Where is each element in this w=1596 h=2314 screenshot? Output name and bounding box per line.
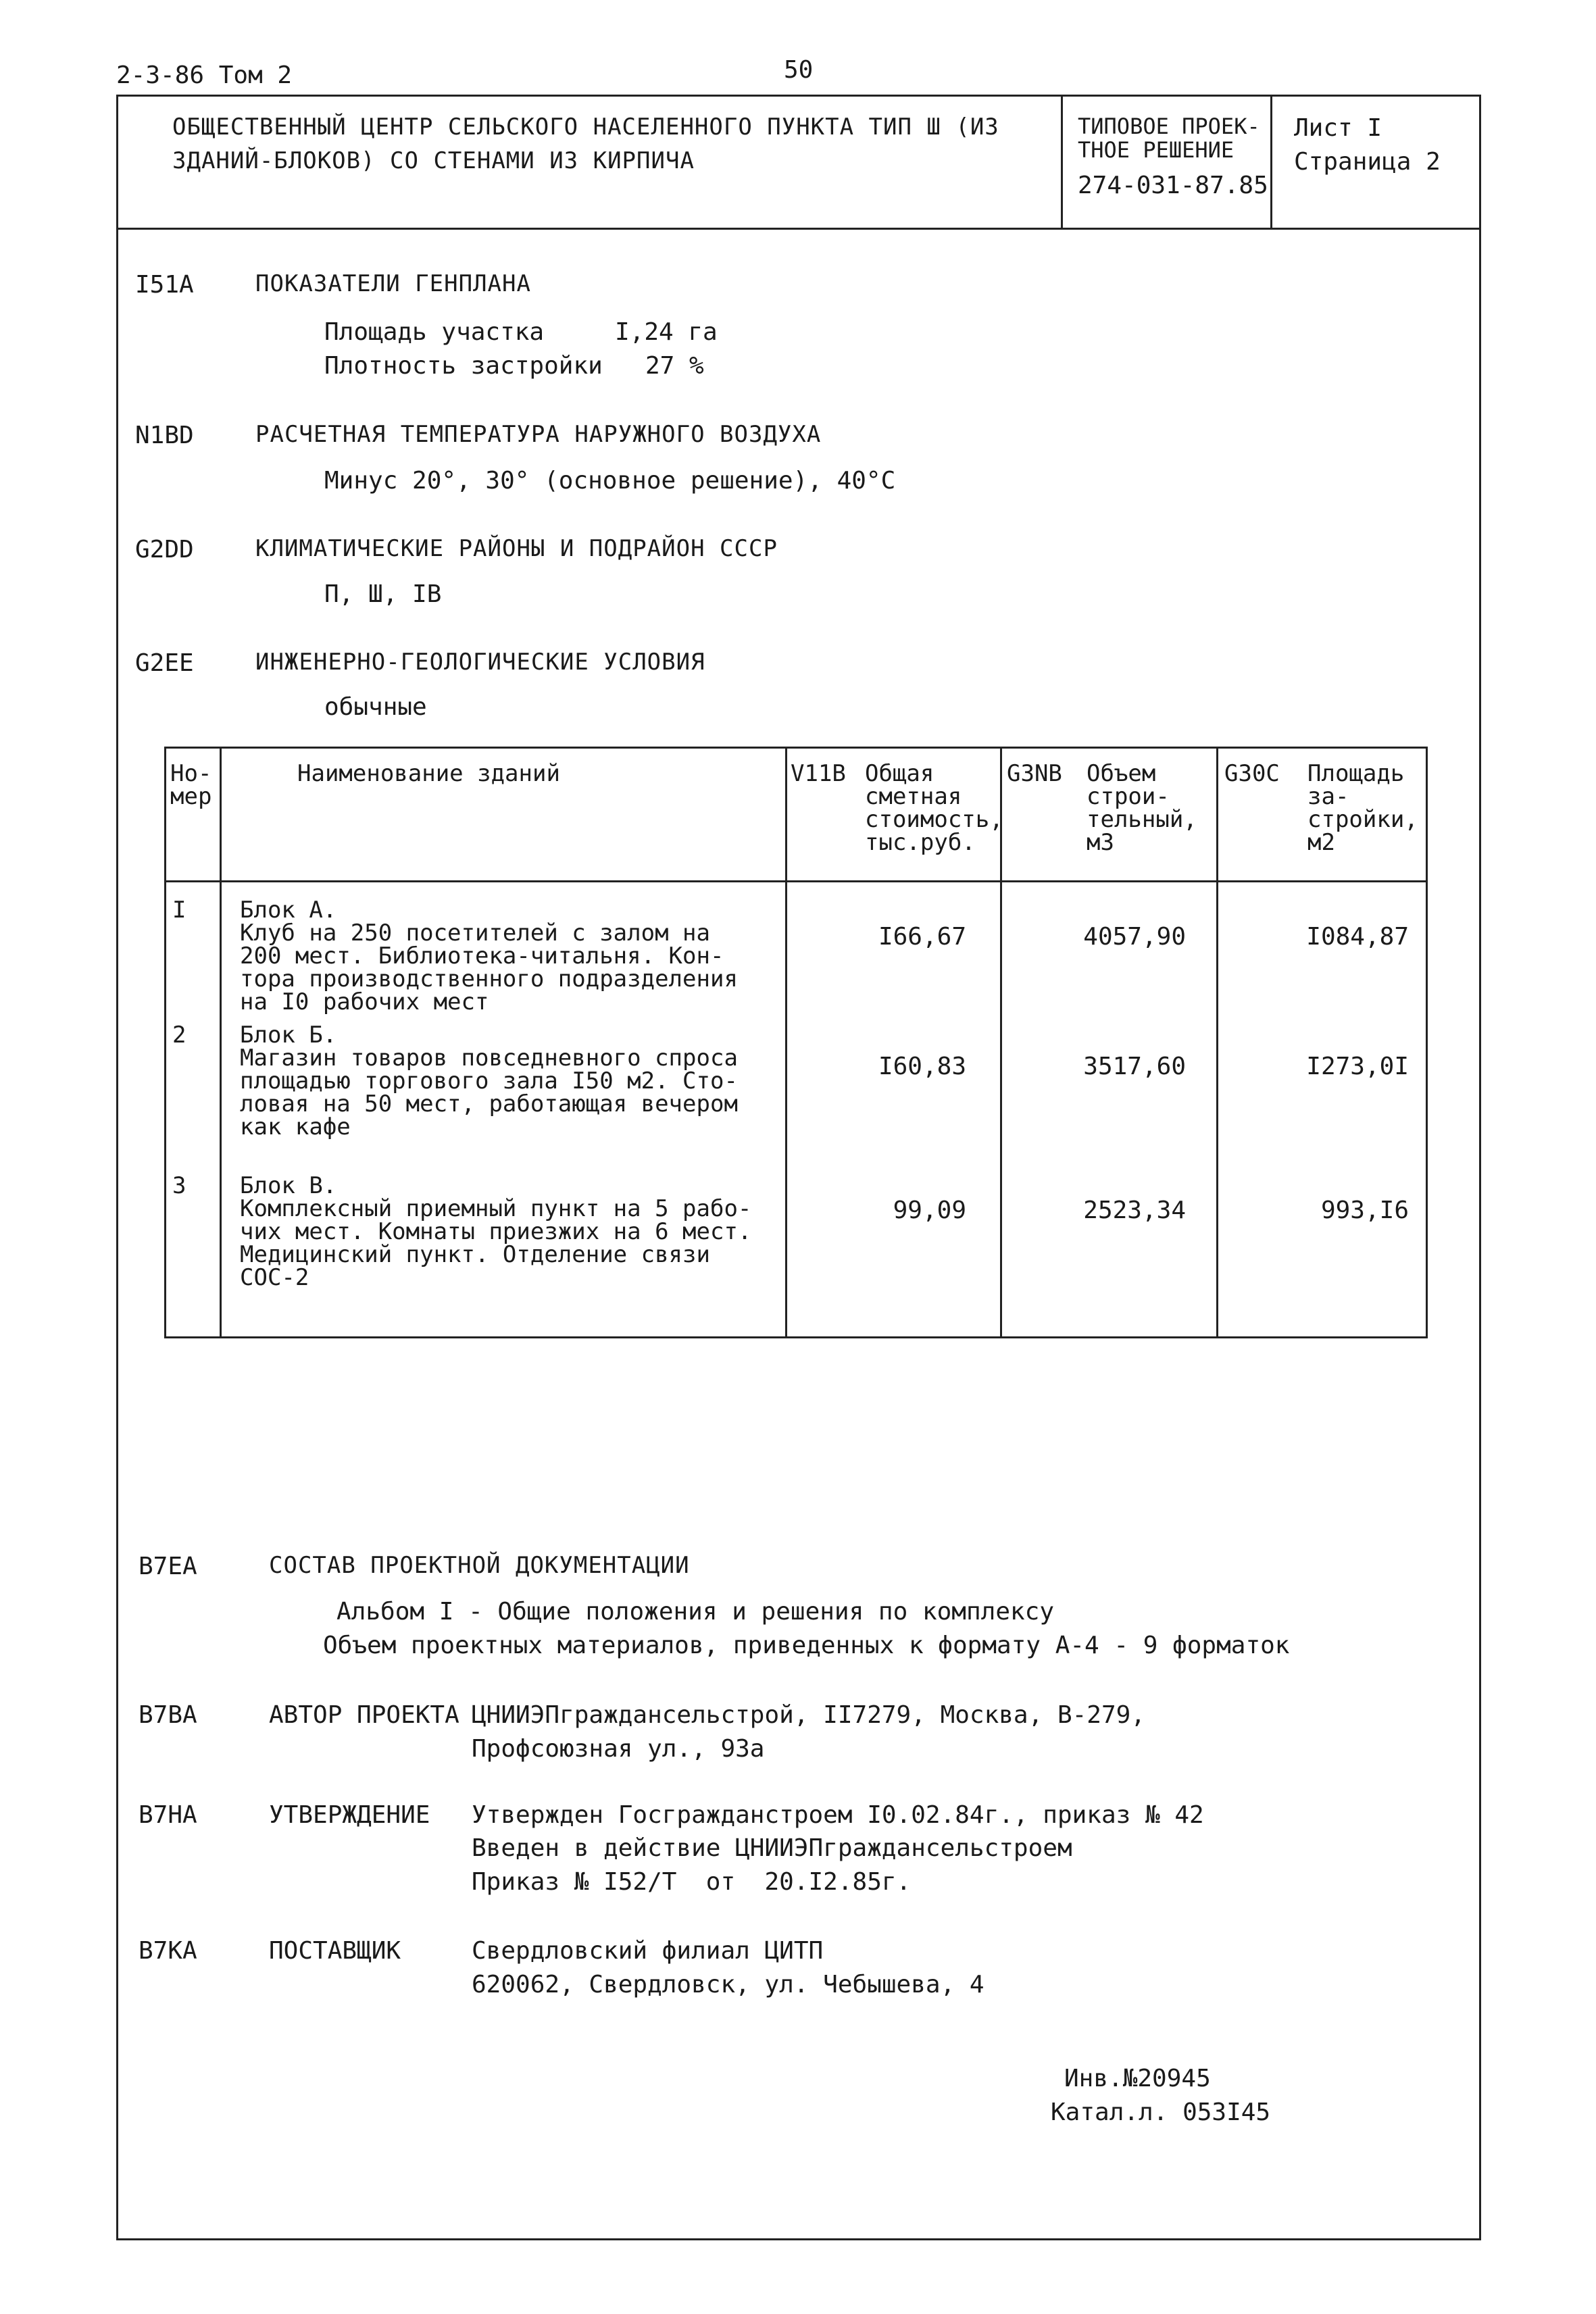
table-bottom-border (164, 1336, 1428, 1338)
col-header-area: Площадь за- стройки, м2 (1307, 760, 1418, 856)
header-type-line1: ТИПОВОЕ ПРОЕК- (1078, 114, 1260, 139)
col-header-area-code: G30C (1224, 760, 1280, 787)
table-row-num: 2 (172, 1022, 186, 1049)
approval-line3: Приказ № I52/Т от 20.I2.85г. (472, 1868, 912, 1896)
catalog-number: Катал.л. 053I45 (1051, 2098, 1271, 2126)
table-top-border (164, 747, 1428, 749)
header-divider-v2 (1270, 95, 1272, 228)
temperature-value: Минус 20°, 30° (основное решение), 40°С (324, 467, 896, 495)
climate-title: КЛИМАТИЧЕСКИЕ РАЙОНЫ И ПОДРАЙОН СССР (255, 535, 778, 562)
table-col-line (164, 747, 166, 1338)
author-line1: ЦНИИЭПграждансельстрой, II7279, Москва, В-279, (472, 1701, 1145, 1729)
table-row-name: Блок Б. Магазин товаров повседневного спроса площадью торгового зала I50 м2. Сто- ловая на 50 мест, работающая вечером как кафе (240, 1022, 738, 1140)
table-row-name: Блок А. Клуб на 250 посетителей с залом на 200 мест. Библиотека-читальня. Кон- тора производственного подразделения на I0 рабочих мест (240, 897, 738, 1015)
header-title-line2: ЗДАНИЙ-БЛОКОВ) СО СТЕНАМИ ИЗ КИРПИЧА (172, 147, 695, 174)
col-header-volume-code: G3NB (1007, 760, 1062, 787)
page-frame (116, 95, 1481, 2240)
approval-line1: Утвержден Госгражданстроем I0.02.84г., приказ № 42 (472, 1801, 1204, 1829)
page-number: 50 (784, 56, 814, 84)
header-divider-v1 (1061, 95, 1063, 228)
supplier-label: ПОСТАВЩИК (269, 1937, 401, 1965)
table-row-cost: I60,83 (878, 1053, 966, 1080)
temperature-title: РАСЧЕТНАЯ ТЕМПЕРАТУРА НАРУЖНОГО ВОЗДУХА (255, 421, 822, 448)
author-code: B7BA (139, 1701, 197, 1729)
table-row-num: I (172, 897, 186, 924)
table-row-cost: I66,67 (878, 923, 966, 951)
table-row-cost: 99,09 (893, 1197, 966, 1224)
temperature-code: N1BD (135, 422, 194, 449)
header-type-line2: ТНОЕ РЕШЕНИЕ (1078, 137, 1235, 163)
table-row-area: I273,0I (1306, 1053, 1409, 1080)
density-label: Плотность застройки (324, 352, 603, 380)
geology-code: G2EE (135, 649, 194, 677)
approval-line2: Введен в действие ЦНИИЭПграждансельстроем (472, 1834, 1072, 1862)
approval-label: УТВЕРЖДЕНИЕ (269, 1801, 430, 1829)
header-title-line1: ОБЩЕСТВЕННЫЙ ЦЕНТР СЕЛЬСКОГО НАСЕЛЕННОГО ПУНКТА ТИП Ш (ИЗ (172, 114, 999, 141)
table-row-area: I084,87 (1306, 923, 1409, 951)
table-row-volume: 4057,90 (1083, 923, 1186, 951)
header-code: 274-031-87.85 (1078, 172, 1268, 199)
table-row-area: 993,I6 (1320, 1197, 1409, 1224)
supplier-line1: Свердловский филиал ЦИТП (472, 1937, 824, 1965)
approval-code: B7HA (139, 1801, 197, 1829)
series-label: 2-3-86 Том 2 (116, 61, 293, 89)
table-header-border (164, 880, 1428, 882)
area-label: Площадь участка (324, 318, 545, 346)
col-header-cost-code: V11B (791, 760, 846, 787)
table-col-line (1426, 747, 1428, 1338)
table-col-line (785, 747, 787, 1338)
table-row-name: Блок В. Комплексный приемный пункт на 5 рабо- чих мест. Комнаты приезжих на 6 мест. Медицинский пункт. Отделение связи СОС-2 (240, 1172, 752, 1291)
docs-code: B7EA (139, 1553, 197, 1580)
docs-line1: Альбом I - Общие положения и решения по комплексу (336, 1598, 1055, 1626)
climate-code: G2DD (135, 536, 194, 563)
area-value: I,24 га (615, 318, 718, 346)
author-label: АВТОР ПРОЕКТА (269, 1701, 459, 1729)
table-col-line (220, 747, 222, 1338)
table-row-volume: 3517,60 (1083, 1053, 1186, 1080)
header-divider (116, 228, 1481, 230)
header-sheet: Лист I (1294, 114, 1382, 142)
table-col-line (1216, 747, 1218, 1338)
col-header-volume: Объем строи- тельный, м3 (1087, 760, 1197, 856)
density-value: 27 % (645, 352, 704, 380)
climate-value: П, Ш, IВ (324, 580, 442, 608)
col-header-name: Наименование зданий (297, 760, 560, 787)
genplan-title: ПОКАЗАТЕЛИ ГЕНПЛАНА (255, 270, 531, 297)
col-header-cost: Общая сметная стоимость, тыс.руб. (865, 760, 1003, 856)
supplier-line2: 620062, Свердловск, ул. Чебышева, 4 (472, 1971, 984, 1998)
table-row-volume: 2523,34 (1083, 1197, 1186, 1224)
header-page: Страница 2 (1294, 148, 1441, 176)
docs-title: СОСТАВ ПРОЕКТНОЙ ДОКУМЕНТАЦИИ (269, 1552, 690, 1579)
col-header-num: Но- мер (170, 760, 212, 810)
docs-line2: Объем проектных материалов, приведенных к формату А-4 - 9 форматок (323, 1632, 1290, 1659)
author-line2: Профсоюзная ул., 93а (472, 1735, 765, 1763)
geology-value: обычные (324, 693, 427, 721)
table-row-num: 3 (172, 1172, 186, 1199)
supplier-code: B7KA (139, 1937, 197, 1965)
geology-title: ИНЖЕНЕРНО-ГЕОЛОГИЧЕСКИЕ УСЛОВИЯ (255, 649, 705, 676)
genplan-code: I51A (135, 271, 194, 299)
inventory-number: Инв.№20945 (1064, 2065, 1211, 2092)
